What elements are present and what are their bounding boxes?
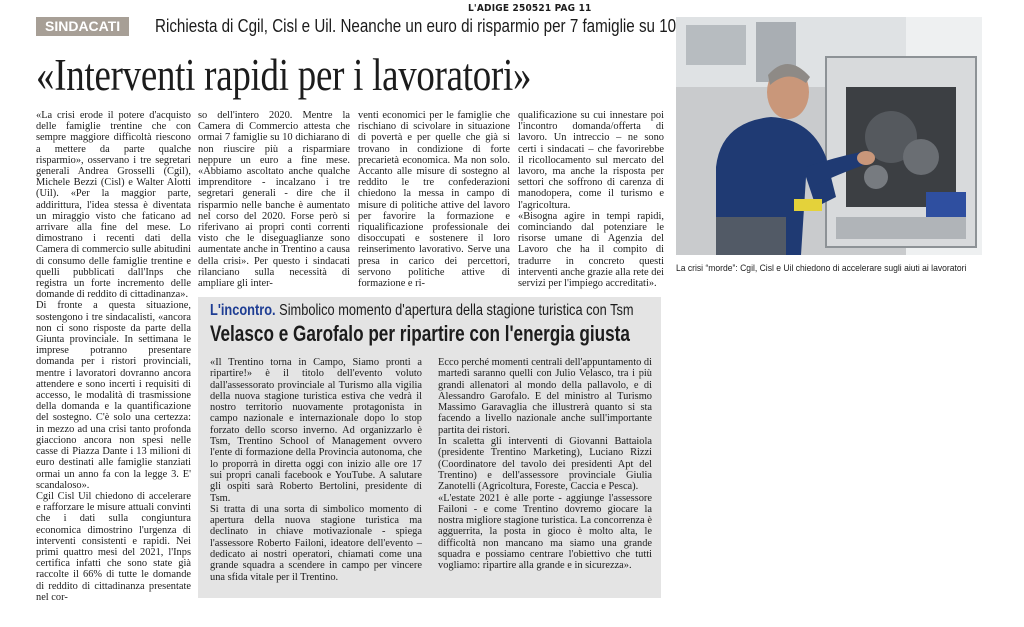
sidebar-kicker-text: Simbolico momento d'apertura della stagione turistica con Tsm [279, 302, 634, 319]
article-photo [676, 17, 982, 255]
section-kicker: SINDACATI [36, 17, 129, 36]
sidebar-column-right [438, 357, 652, 572]
sidebar-column-left [210, 357, 422, 583]
paragraph: Si tratta di una sorta di simbolico momento di apertura della nuova stagione turistica ma declinato in chiave motivazionale - spiega l'assessore Roberto Failoni, ideatore dell'evento – dedicato ai nostri operatori, chiamati come una grande squadra a scendere in campo per vincere una sfida vitale per il Trentino. [210, 503, 422, 583]
paragraph: «Il Trentino torna in Campo, Siamo pronti a ripartire!» è il titolo dell'evento voluto dall'assessorato provinciale al Turismo alla vigilia della nuova stagione turistica estiva che vedrà il nostro territorio nuovamente protagonista in campo nazionale e internazionale dopo lo stop forzato dello scorso inverno. Ad organizzarlo è Tsm, Trentino School of Management ovvero l'ente di formazione della Provincia autonoma, che lo proporrà in diretta oggi con inizio alle ore 17 sui propri canali facebook e YouTube. A salutare gli ospiti sarà Roberto Bertolini, presidente di Tsm. [210, 357, 422, 504]
page-source-header: L'ADIGE 250521 PAG 11 [468, 3, 592, 14]
paragraph: so dell'intero 2020. Mentre la Camera di Commercio attesta che ormai 7 famiglie su 10 dichiarano di non riuscire più a risparmiare neppure un euro a fine mese. «Abbiamo ascoltato anche qualche imprenditore - incalzano i tre segretari generali - dire che il risparmio nelle banche è aumentato nel corso del 2020. Forse però si riferivano ai propri conti correnti visto che le diseguaglianze sono aumentate anche in Trentino a causa della crisi». Per questo i sindacati rilanciano sulla necessità di ampliare gli inter- [198, 110, 350, 290]
paragraph: Di fronte a questa situazione, sostengono i tre sindacalisti, «ancora non ci sono risposte da parte della Giunta provinciale. In settimana le imprese potranno presentare domanda per i ristori provinciali, mentre i lavoratori dovranno ancora attendere e sono incerti i requisiti di accesso, le modalità di trasmissione della domanda e la quantificazione del sostegno. C'è solo una certezza: in mezzo ad una crisi tanto profonda giacciono ancora non spesi nelle casse di Piazza Dante i 13 milioni di euro destinati alle famiglie stanziati ormai un anno fa con la legge 3. E' scandaloso». [36, 300, 191, 491]
sidebar-kicker [210, 301, 634, 321]
paragraph: qualificazione su cui innestare poi l'incontro domanda/offerta di lavoro. Un intreccio – ne sono certi i sindacati – che favorirebbe il ricollocamento sul mercato del lavoro, ma anche la risposta per settori che soffrono di carenza di manodopera, come il turismo e l'agricoltura. [518, 110, 664, 211]
article-subhead: Richiesta di Cgil, Cisl e Uil. Neanche un euro di risparmio per 7 famiglie su 10 [155, 15, 677, 36]
article-column-3 [358, 110, 510, 289]
article-column-4 [518, 110, 664, 289]
photo-caption: La crisi “morde”: Cgil, Cisl e Uil chiedono di accelerare sugli aiuti ai lavoratori [676, 263, 967, 274]
paragraph: «La crisi erode il potere d'acquisto delle famiglie trentine che con sempre maggiore difficoltà riescono a mettere da parte qualche risparmio», osservano i tre segretari generali Andrea Grosselli (Cgil), Michele Bezzi (Cisl) e Walter Alotti (Uil). «Per la maggior parte, addirittura, l'idea stessa è diventata un miraggio visto che faticano ad arrivare alla fine del mese. Lo dimostrano i recenti dati della Camera di commercio sulle abitudini di consumo delle famiglie trentine e quelli pubblicati dall'Inps che registra un forte incremento delle domande di reddito di cittadinanza». [36, 110, 191, 301]
sidebar-kicker-label: L'incontro. [210, 302, 276, 319]
factory-worker-illustration [676, 17, 982, 255]
paragraph: venti economici per le famiglie che rischiano di scivolare in situazione di povertà e per quelle che già si trovano in condizione di forte precarietà economica. Ma non solo. Accanto alle misure di sostegno al reddito le tre confederazioni chiedono la messa in campo di misure di politiche attive del lavoro per favorire la formazione e riqualificazione professionale dei disoccupati e sostenere il loro reinserimento lavorativo. Serve una presa in carico dei percettori, servono politiche attive di formazione e ri- [358, 110, 510, 290]
paragraph: «Bisogna agire in tempi rapidi, cominciando dal potenziare le risorse umane di Agenzia del Lavoro che ha il compito di tradurre in concreto questi interventi anche grazie alla rete dei servizi per l'impiego accreditati». [518, 210, 664, 290]
paragraph: «L'estate 2021 è alle porte - aggiunge l'assessore Failoni - e come Trentino dovremo giocare la nostra migliore stagione turistica. La concorrenza è agguerrita, la posta in gioco è molto alta, le difficoltà non mancano ma siamo una grande squadra e possiamo centrare l'obiettivo che tutti vogliamo: ripartire alla grande e in sicurezza». [438, 492, 652, 572]
sidebar-title: Velasco e Garofalo per ripartire con l'energia giusta [210, 321, 630, 346]
paragraph: Cgil Cisl Uil chiedono di accelerare e rafforzare le misure attuali convinti che i dati sulla congiuntura economica dimostrino l'urgenza di interventi consistenti e rapidi. Nei primi quattro mesi del 2021, l'Inps certifica infatti che sono state già raccolte il 66% di tutte le domande di reddito di cittadinanza presentate nel cor- [36, 490, 191, 603]
paragraph: Ecco perché momenti centrali dell'appuntamento di martedì saranno quelli con Julio Velasco, tra i più grandi allenatori al mondo della pallavolo, e di Alessandro Garofalo. E del ministro al Turismo Massimo Garavaglia che illustrerà quanto si sta facendo a livello nazionale anche sull'importante partita dei ristori. [438, 357, 652, 436]
article-column-2 [198, 110, 350, 289]
article-column-1 [36, 110, 191, 603]
article-headline: «Interventi rapidi per i lavoratori» [36, 50, 532, 100]
paragraph: In scaletta gli interventi di Giovanni Battaiola (presidente Trentino Marketing), Luciano Rizzi (Coordinatore del tavolo dei presidenti Apt del Trentino) e dell'assessore provinciale Giulia Zanotelli (Agricoltura, Foreste, Caccia e Pesca). [438, 436, 652, 493]
